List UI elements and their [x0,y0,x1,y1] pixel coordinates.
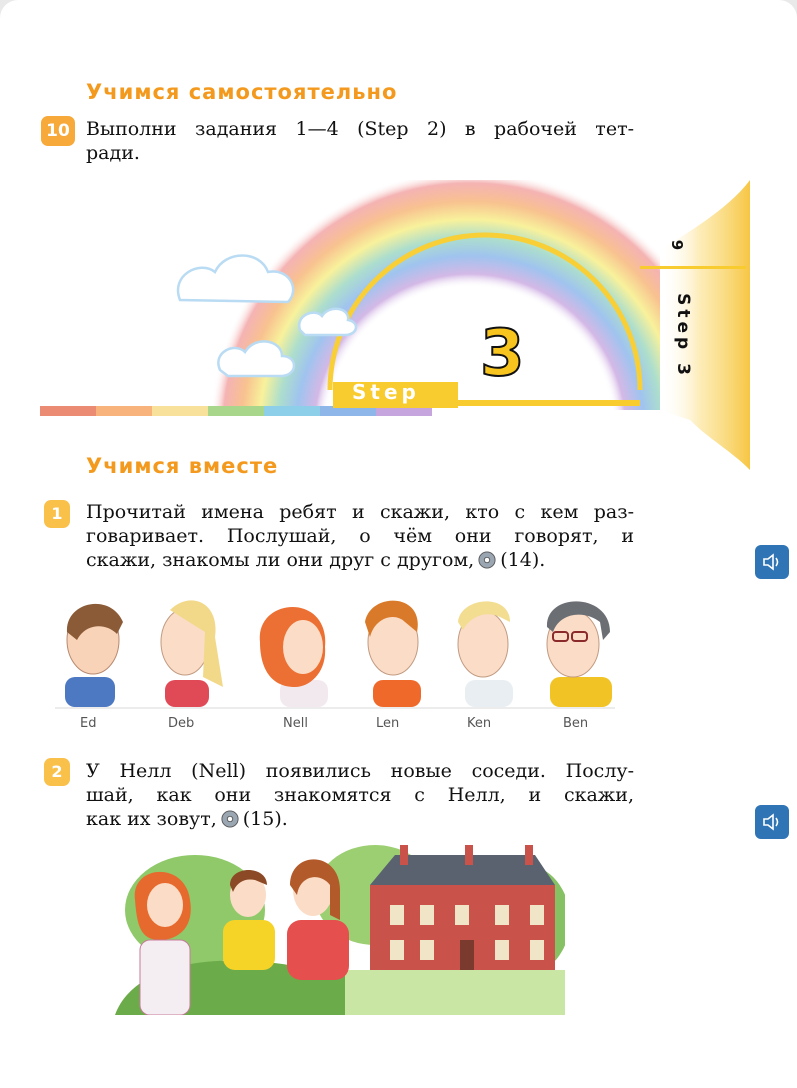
task-number-badge: 10 [41,116,75,146]
cloud-icon [299,309,356,335]
page-number: 9 [668,239,687,251]
kid-portrait [458,601,513,707]
task-number-badge: 1 [44,500,70,528]
track-number: (14). [500,549,546,571]
neighbours-illustration [115,840,565,1015]
kid-portrait [365,601,421,707]
task-1-text [86,500,634,572]
track-number: (15). [242,808,288,830]
task-2-line: У Нелл (Nell) появились новые соседи. Послу- [86,760,634,782]
kid-name-label: Ben [563,716,589,731]
task-2-line: шай, как они знакомятся с Нелл, и скажи, [86,784,634,806]
kid-portrait [547,601,612,707]
kid-name-label: Deb [168,716,195,731]
side-tab-label: Step 3 [673,293,693,379]
speaker-icon [762,813,782,831]
kid-name-label: Len [376,716,400,731]
kid-name-label: Ken [467,716,492,731]
kids-illustration [55,592,625,712]
section-heading-self-study: Учимся самостоятельно [86,80,398,104]
task-10-line: ради. [86,142,140,164]
task-1-line: говаривает. Послушай, о чём они говорят, и [86,525,634,547]
task-1-line [86,548,634,572]
kid-name-label: Nell [283,716,308,731]
step-number: 3 [480,317,525,391]
side-tab-rule [640,266,746,269]
task-10-text [86,117,634,165]
section-heading-together: Учимся вместе [86,454,279,478]
task-1-line3-text: скажи, знакомы ли они друг с другом, [86,549,475,571]
cd-disc-icon[interactable] [221,810,239,828]
task-10-line: Выполни задания 1—4 (Step 2) в рабочей тет- [86,118,634,140]
task-2-text [86,759,634,831]
cd-disc-icon[interactable] [478,551,496,569]
audio-play-button[interactable] [755,805,789,839]
speaker-icon [762,553,782,571]
rainbow-banner [0,180,660,425]
kid-portrait [65,604,123,707]
task-2-line [86,807,634,831]
task-2-line3-text: как их зовут, [86,808,217,830]
kid-portrait [260,607,328,707]
step-word: Step [352,380,420,404]
kid-name-label: Ed [80,716,97,731]
kid-portrait [161,600,223,707]
task-1-line: Прочитай имена ребят и скажи, кто с кем раз- [86,501,634,523]
audio-play-button[interactable] [755,545,789,579]
task-number-badge: 2 [44,758,70,786]
